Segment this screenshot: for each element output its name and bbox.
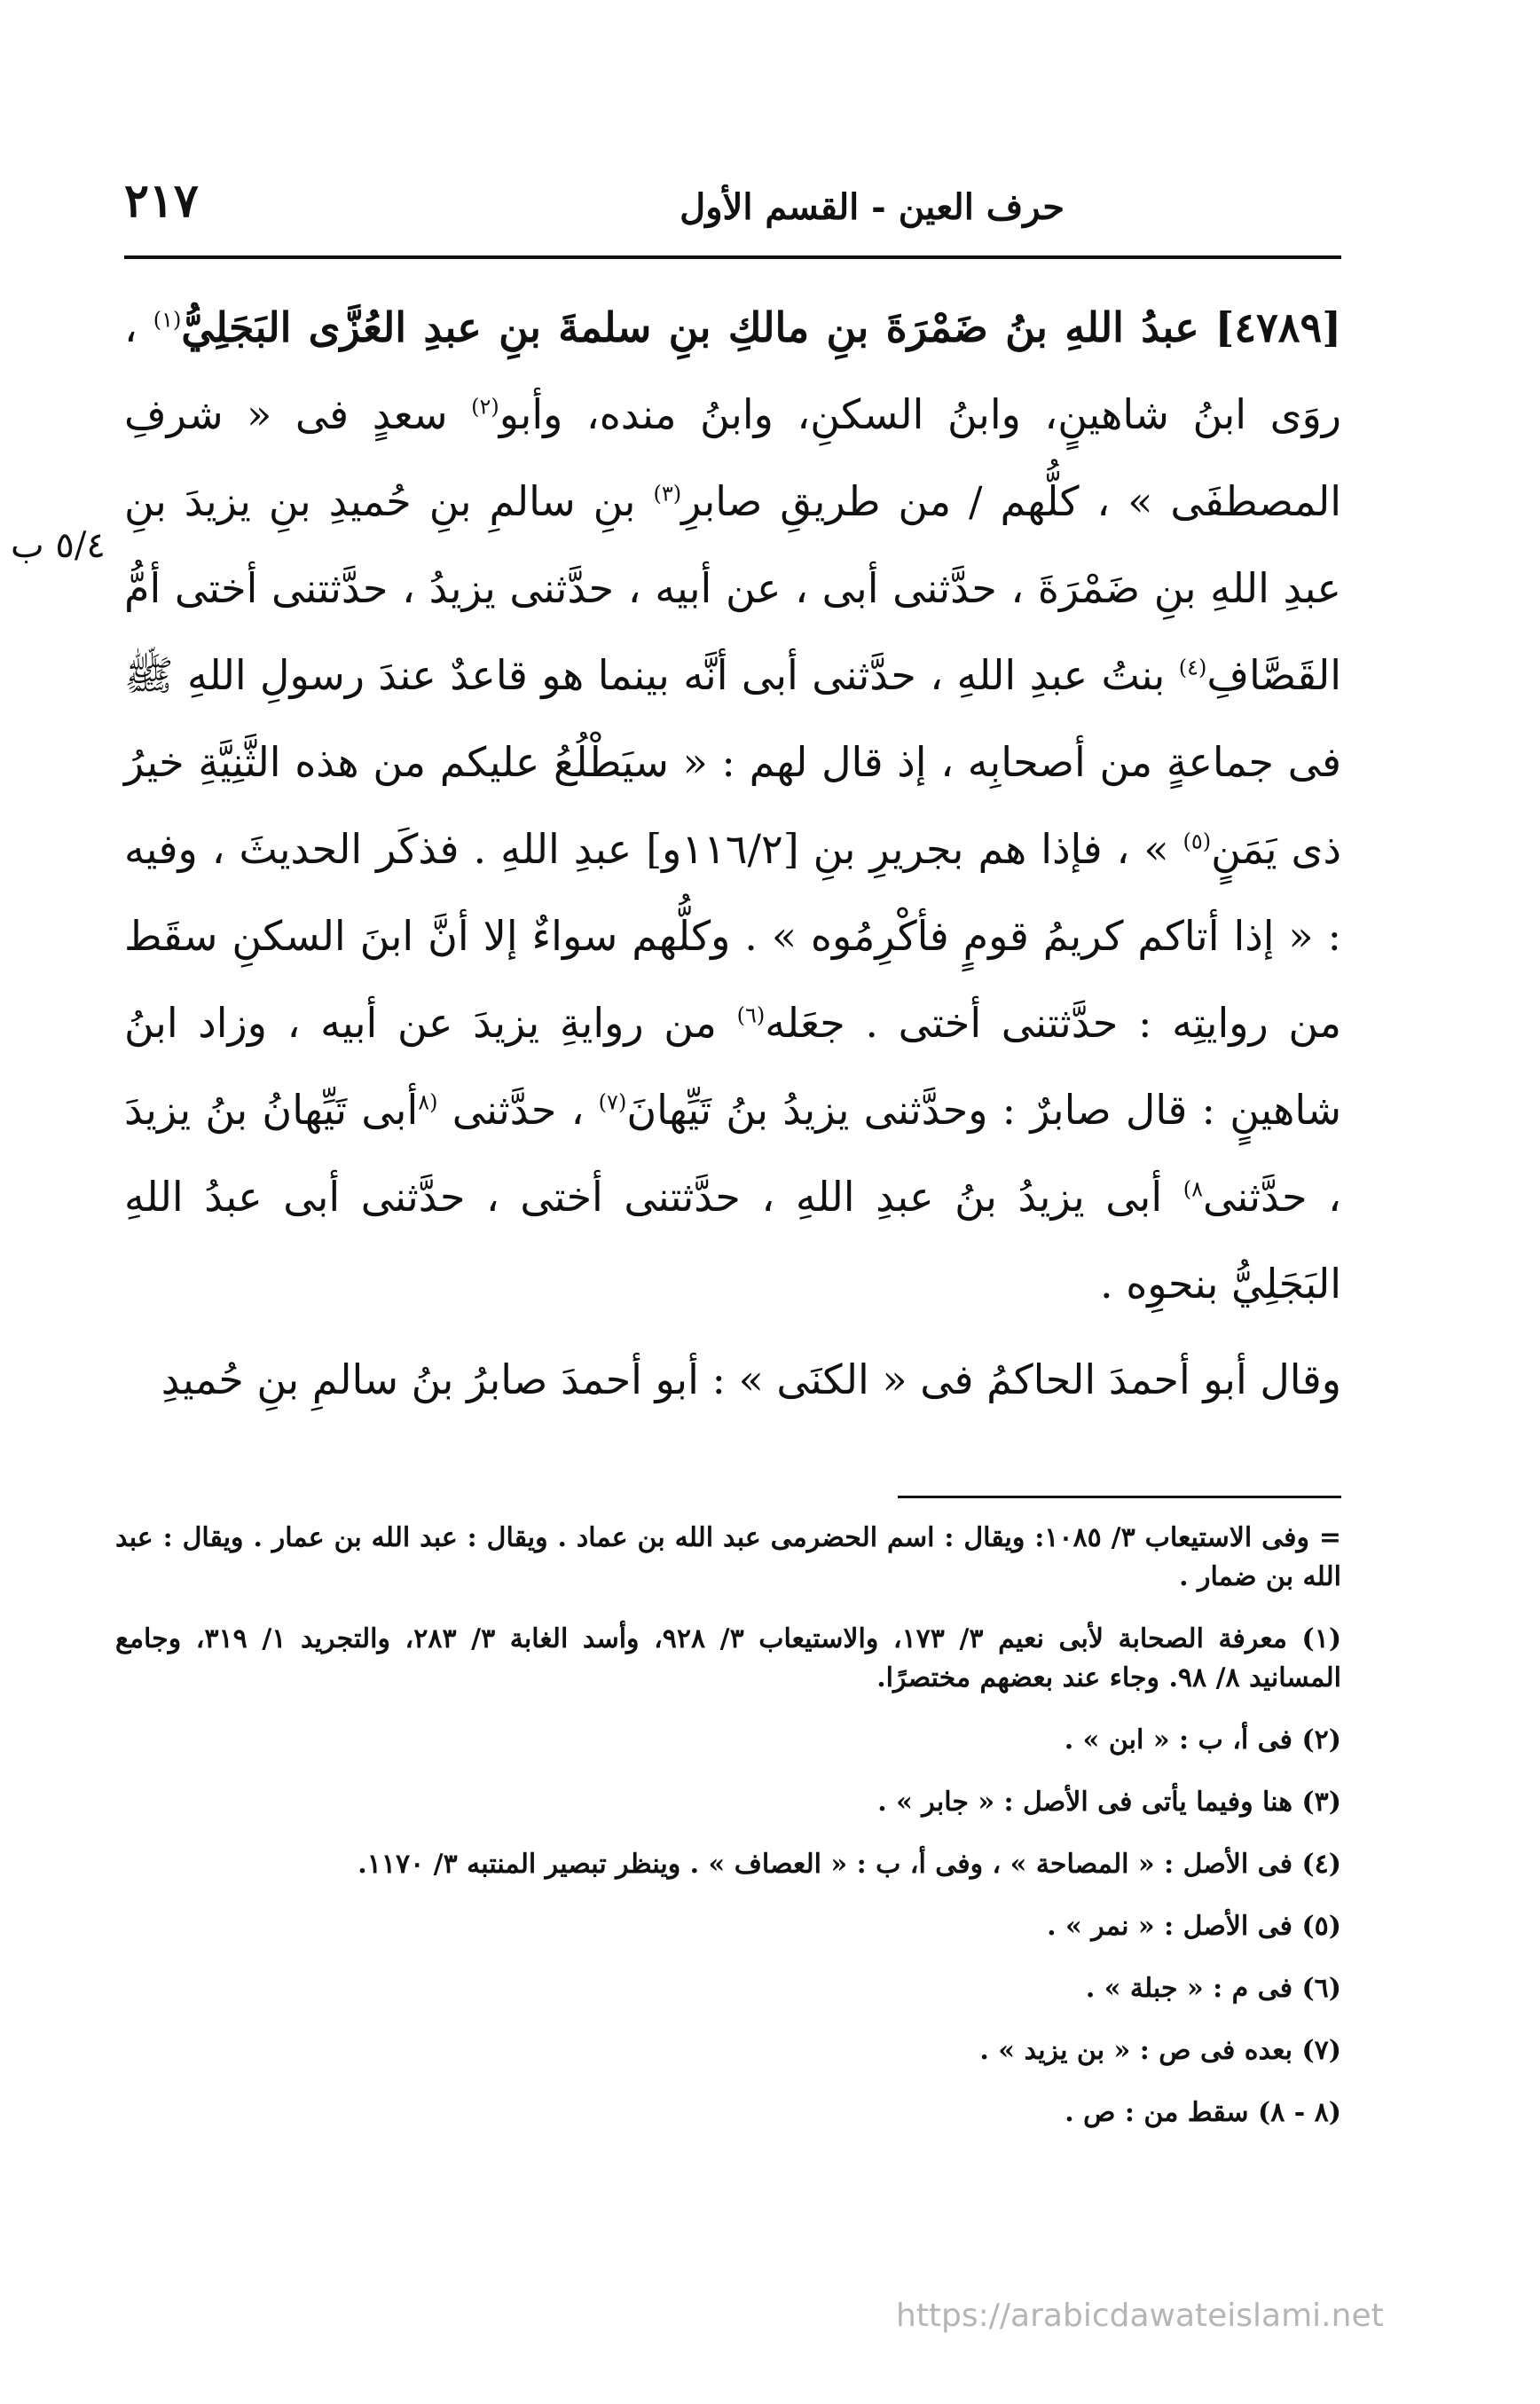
footnote-continued: = وفى الاستيعاب ٣/ ١٠٨٥: ويقال : اسم الحضرمى عبد الله بن عماد . ويقال : عبد الله بن عمار . ويقال : عبد الله بن ضمار . (115, 1522, 1341, 1592)
entry-number: [٤٧٨٩] (1214, 303, 1341, 351)
entry-text: من روايةِ يزيدَ عن أبيه ، وزاد ابنُ شاهينٍ : قال صابرٌ : وحدَّثنى يزيدُ بنُ تَيِّهانَ (124, 999, 1341, 1134)
margin-reference: ٥/٤ ب (11, 525, 106, 566)
entry-text: أبى يزيدُ بنُ عبدِ اللهِ ، حدَّثتنى أختى ، حدَّثنى أبى عبدُ اللهِ البَجَلِيُّ بنحوِه . (124, 1173, 1341, 1308)
footnote-marker: (٨ (418, 1089, 438, 1115)
footnote-marker: (٤) (1178, 655, 1207, 680)
page-header (124, 133, 1340, 240)
running-title: حرف العين - القسم الأول (680, 186, 1065, 228)
footnote-marker: (٥) (1182, 829, 1212, 854)
entry-paragraph-continued: وقال أبو أحمدَ الحاكمُ فى « الكنَى » : أبو أحمدَ صابرُ بنُ سالمِ بنِ حُميدِ (161, 1355, 1341, 1403)
footnote-item: (٧) بعده فى ص : « بن يزيد » . (979, 2035, 1341, 2066)
header-rule (124, 255, 1341, 259)
footnote-item: (٢) فى أ، ب : « ابن » . (1064, 1724, 1341, 1756)
footnote-item: (٦) فى م : « جبلة » . (1085, 1973, 1341, 2004)
entry-text: ، روَى ابنُ شاهينٍ، وابنُ السكنِ، وابنُ منده، وأبو (124, 303, 1342, 438)
footnote-item: (٥) فى الأصل : « نمر » . (1047, 1911, 1341, 1942)
footnote-marker: (٧) (598, 1089, 627, 1115)
entry-text: سعدٍ فى « شرفِ المصطفَى » ، كلُّهم / من طريقِ صابرِ (124, 390, 1341, 525)
watermark-url: https://arabicdawateislami.net (896, 2298, 1384, 2334)
footnote-marker: ٨) (1182, 1176, 1203, 1202)
entry-text: أبى تَيِّهانُ بنُ يزيدَ ، حدَّثنى (124, 1086, 1342, 1221)
footnote-item: (٨ - ٨) سقط من : ص . (1065, 2097, 1341, 2128)
entry-paragraph (124, 284, 1341, 1327)
footnote-item: (٤) فى الأصل : « المصاحة » ، وفى أ، ب : « العصاف » . وينظر تبصير المنتبه ٣/ ١١٧٠. (358, 1849, 1341, 1880)
footnote-marker: (٢) (471, 394, 499, 420)
footnote-item: (١) معرفة الصحابة لأبى نعيم ٣/ ١٧٣، والاستيعاب ٣/ ٩٢٨، وأسد الغابة ٣/ ٢٨٣، والتجريد ١/ ٣١٩، وجامع المسانيد ٨/ ٩٨. وجاء عند بعضهم مختصرًا. (115, 1623, 1342, 1693)
entry-name: عبدُ اللهِ بنُ ضَمْرَةَ بنِ مالكِ بنِ سلمةَ بنِ عبدِ العُزَّى البَجَلِيُّ (181, 303, 1199, 351)
entry-text: » ، فإذا هم بجريرِ بنِ [١١٦/٢و] عبدِ اللهِ . فذكَر الحديثَ ، وفيه : « إذا أتاكم كريمُ قومٍ فأكْرِمُوه » . وكلُّهم سواءٌ إلا أنَّ ابنَ السكنِ سقَط من روايتِه : حدَّثتنى أختى . جعَله (124, 825, 1341, 1047)
footnote-marker: (٦) (736, 1002, 766, 1028)
page-number: ٢١٧ (124, 174, 199, 228)
entry-text: بنِ سالمِ بنِ حُميدِ بنِ يزيدَ بنِ عبدِ اللهِ بنِ ضَمْرَةَ ، حدَّثنى أبى ، عن أبيه ، حدَّثنى يزيدُ ، حدَّثتنى أختى أمُّ القَصَّافِ (124, 477, 1342, 699)
entry-text: ، حدَّثنى (452, 1086, 585, 1134)
footnote-marker: (١) (153, 307, 182, 333)
main-text (124, 284, 1341, 1423)
footnote-marker: (٣) (653, 481, 682, 507)
footnotes (115, 1519, 1341, 2156)
footnote-separator (898, 1496, 1341, 1498)
entry-text: بنتُ عبدِ اللهِ ، حدَّثنى أبى أنَّه بينما هو قاعدٌ عندَ رسولِ اللهِ ﷺ فى جماعةٍ من أصحابِه ، إذ قال لهم : « سيَطْلُعُ عليكم من هذه الثَّنِيَّةِ خيرُ ذى يَمَنٍ (124, 651, 1341, 873)
footnote-item: (٣) هنا وفيما يأتى فى الأصل : « جابر » . (877, 1787, 1341, 1818)
